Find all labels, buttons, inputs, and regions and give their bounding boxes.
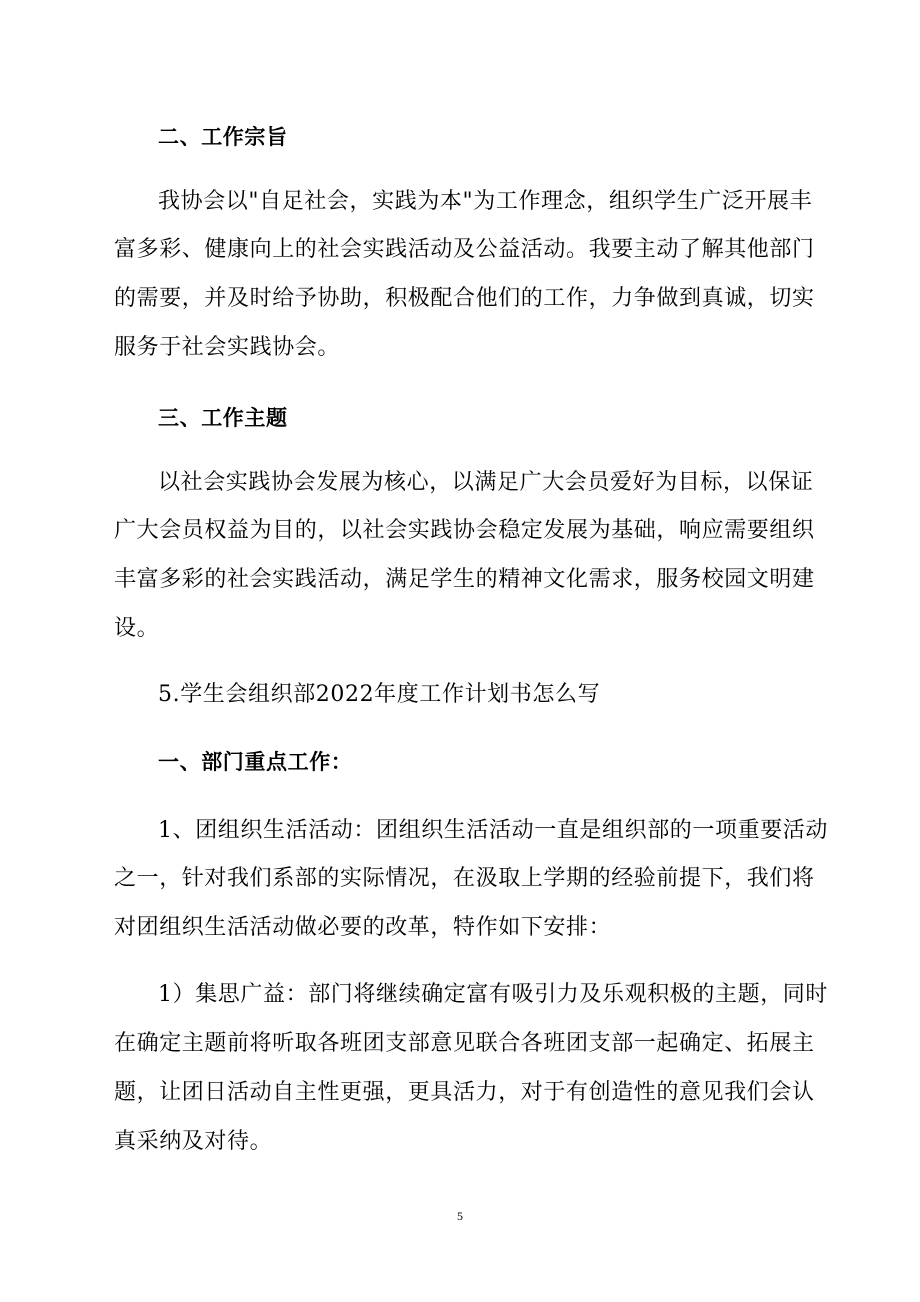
paragraph-line: 题，让团日活动自主性更强，更具活力，对于有创造性的意见我们会认 bbox=[114, 1080, 815, 1105]
paragraph-line: 我协会以"自足社会，实践为本"为工作理念，组织学生广泛开展丰 bbox=[158, 189, 813, 214]
paragraph-line: 广大会员权益为目的，以社会实践协会稳定发展为基础，响应需要组织 bbox=[114, 518, 815, 543]
section-heading-theme: 三、工作主题 bbox=[158, 406, 288, 430]
paragraph-line: 1）集思广益：部门将继续确定富有吸引力及乐观积极的主题，同时 bbox=[158, 982, 828, 1007]
paragraph-line: 设。 bbox=[114, 616, 160, 641]
document-title: 5.学生会组织部2022年度工作计划书怎么写 bbox=[158, 682, 601, 707]
section-heading-purpose: 二、工作宗旨 bbox=[158, 125, 288, 149]
page-number: 5 bbox=[457, 1209, 463, 1223]
paragraph-line: 服务于社会实践协会。 bbox=[114, 335, 341, 360]
paragraph-line: 之一，针对我们系部的实际情况，在汲取上学期的经验前提下，我们将 bbox=[114, 866, 815, 891]
paragraph-line: 以社会实践协会发展为核心，以满足广大会员爱好为目标，以保证 bbox=[158, 470, 814, 495]
paragraph-line: 对团组织生活活动做必要的改革，特作如下安排： bbox=[114, 915, 612, 940]
paragraph-line: 真采纳及对待。 bbox=[114, 1129, 273, 1154]
paragraph-line: 在确定主题前将听取各班团支部意见联合各班团支部一起确定、拓展主 bbox=[114, 1031, 815, 1056]
paragraph-line: 丰富多彩的社会实践活动，满足学生的精神文化需求，服务校园文明建 bbox=[114, 567, 815, 592]
paragraph-line: 富多彩、健康向上的社会实践活动及公益活动。我要主动了解其他部门 bbox=[114, 237, 815, 262]
section-heading-key-work: 一、部门重点工作： bbox=[158, 750, 353, 774]
paragraph-line: 的需要，并及时给予协助，积极配合他们的工作，力争做到真诚，切实 bbox=[114, 286, 815, 311]
paragraph-line: 1、团组织生活活动：团组织生活活动一直是组织部的一项重要活动 bbox=[158, 818, 828, 843]
